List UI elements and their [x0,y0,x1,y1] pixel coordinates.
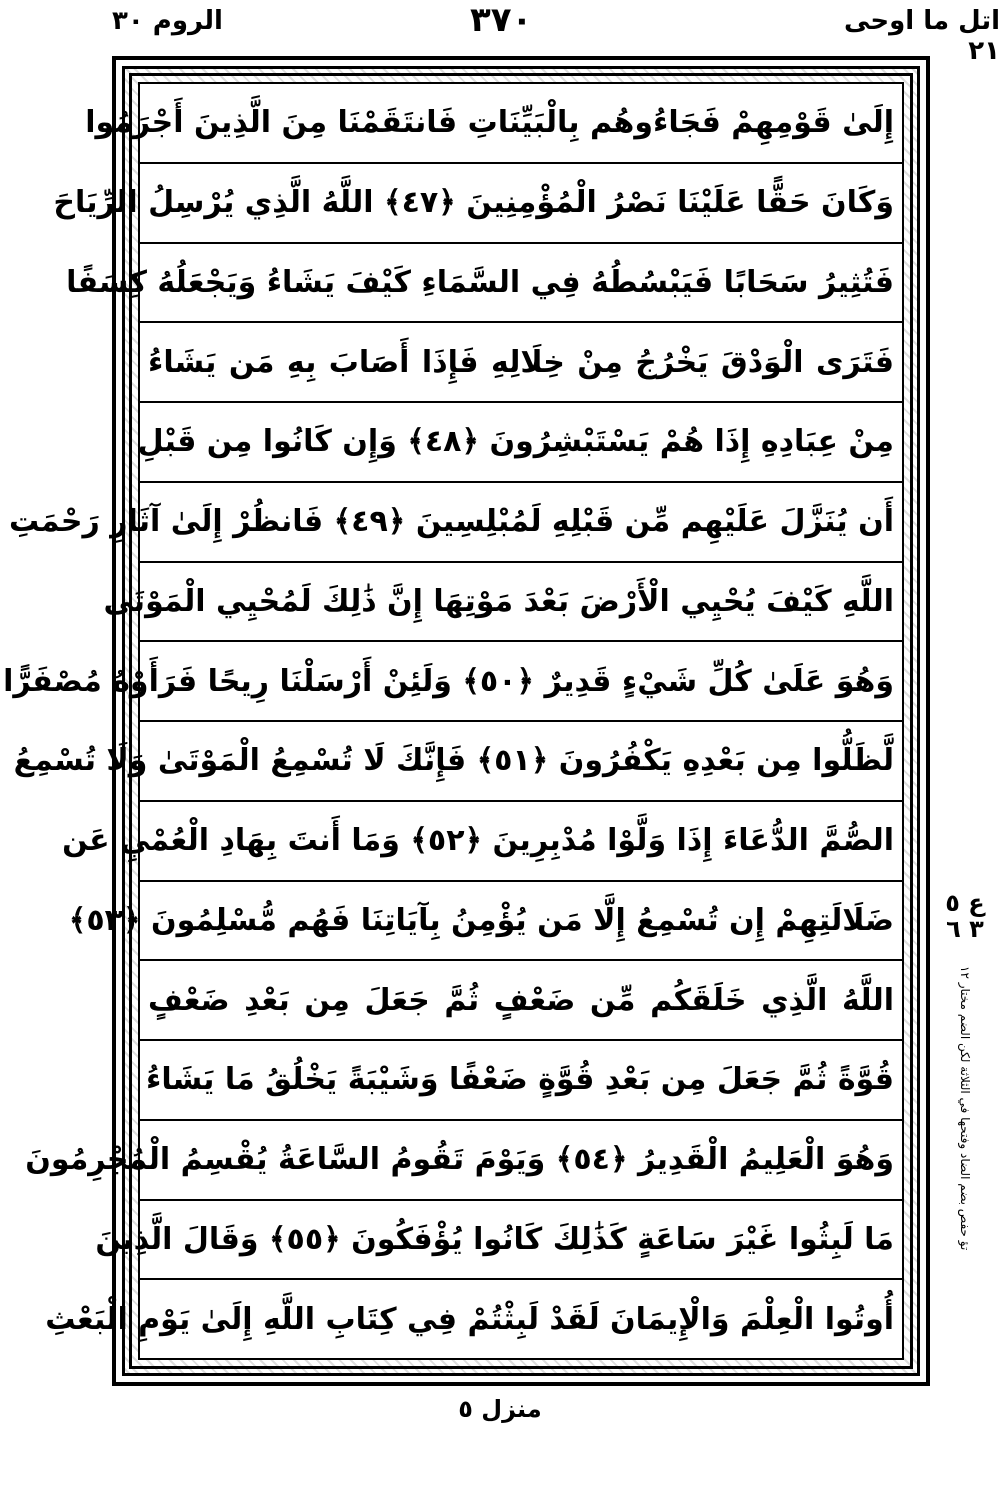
line-text: إِلَىٰ قَوْمِهِمْ فَجَاءُوهُم بِالْبَيِّنَاتِ فَانتَقَمْنَا مِنَ الَّذِينَ أَجْرَمُوا [85,105,894,141]
line-text: اللَّهُ الَّذِي خَلَقَكُم مِّن ضَعْفٍ ثُمَّ جَعَلَ مِن بَعْدِ ضَعْفٍ [148,982,894,1018]
manzil-label: منزل ٥ [458,1395,542,1423]
text-line [140,323,902,403]
text-line [95,1201,902,1281]
text-line [62,802,902,882]
text-line [25,1121,902,1201]
text-line [13,722,902,802]
line-text: فَتَرَى الْوَدْقَ يَخْرُجُ مِنْ خِلَالِهِ فَإِذَا أَصَابَ بِهِ مَن يَشَاءُ [148,344,894,380]
page-border [3,56,930,1386]
line-text: قُوَّةً ثُمَّ جَعَلَ مِن بَعْدِ قُوَّةٍ ضَعْفًا وَشَيْبَةً يَخْلُقُ مَا يَشَاءُ [145,1062,894,1098]
text-line [9,483,902,563]
juz-name: اتل ما اوحی ٢١ [844,6,1000,66]
ruku-marker: ع ٥ ٣ ٦ [945,889,985,944]
text-line [85,84,902,164]
line-text: اللَّهِ كَيْفَ يُحْيِي الْأَرْضَ بَعْدَ مَوْتِهَا إِنَّ ذَٰلِكَ لَمُحْيِي الْمَوْتَىٰ [103,583,894,619]
page-number: ٣٧٠ [470,0,533,40]
line-text: وَهُوَ عَلَىٰ كُلِّ شَيْءٍ قَدِيرٌ ﴿٥٠﴾ وَلَئِنْ أَرْسَلْنَا رِيحًا فَرَأَوْهُ مُصْفَرًّا [3,663,894,699]
surah-name: الروم ٣٠ [112,6,223,36]
quran-text-body [3,82,904,1360]
line-text: مَا لَبِثُوا غَيْرَ سَاعَةٍ كَذَٰلِكَ كَانُوا يُؤْفَكُونَ ﴿٥٥﴾ وَقَالَ الَّذِينَ [95,1221,894,1257]
text-line [103,563,902,643]
line-text: الصُّمَّ الدُّعَاءَ إِذَا وَلَّوْا مُدْبِرِينَ ﴿٥٢﴾ وَمَا أَنتَ بِهَادِ الْعُمْيِ عَن [62,823,894,859]
line-text: أُوتُوا الْعِلْمَ وَالْإِيمَانَ لَقَدْ لَبِثْتُمْ فِي كِتَابِ اللَّهِ إِلَىٰ يَوْمِ الْبَعْثِ [45,1301,894,1337]
text-line [68,882,902,962]
line-text: فَتُثِيرُ سَحَابًا فَيَبْسُطُهُ فِي السَّمَاءِ كَيْفَ يَشَاءُ وَيَجْعَلُهُ كِسَفًا [66,264,894,300]
decorative-border [3,66,920,1376]
text-line [66,244,902,324]
line-text: ضَلَالَتِهِمْ إِن تُسْمِعُ إِلَّا مَن يُؤْمِنُ بِآيَاتِنَا فَهُم مُّسْلِمُونَ ﴿٥٣﴾ [68,902,894,938]
text-line [53,164,902,244]
line-text: وَهُوَ الْعَلِيمُ الْقَدِيرُ ﴿٥٤﴾ وَيَوْمَ تَقُومُ السَّاعَةُ يُقْسِمُ الْمُجْرِمُونَ [25,1142,894,1178]
text-line [140,1041,902,1121]
line-text: أَن يُنَزَّلَ عَلَيْهِم مِّن قَبْلِهِ لَمُبْلِسِينَ ﴿٤٩﴾ فَانظُرْ إِلَىٰ آثَارِ رَحْمَتِ [9,504,894,540]
text-line [137,403,902,483]
line-text: وَكَانَ حَقًّا عَلَيْنَا نَصْرُ الْمُؤْمِنِينَ ﴿٤٧﴾ اللَّهُ الَّذِي يُرْسِلُ الرِّيَاحَ [53,185,894,221]
line-text: مِنْ عِبَادِهِ إِذَا هُمْ يَسْتَبْشِرُونَ ﴿٤٨﴾ وَإِن كَانُوا مِن قَبْلِ [137,424,894,460]
text-line [45,1280,902,1358]
margin-note: تؤ حفص بضم الضاد وفتحها في الثلاثة لكن الضم مختار ١٢ [958,966,972,1251]
margin-notes [940,890,990,1250]
line-text: لَّظَلُّوا مِن بَعْدِهِ يَكْفُرُونَ ﴿٥١﴾ فَإِنَّكَ لَا تُسْمِعُ الْمَوْتَىٰ وَلَا تُسْمِعُ [13,743,894,779]
text-line [3,642,902,722]
text-line [140,961,902,1041]
